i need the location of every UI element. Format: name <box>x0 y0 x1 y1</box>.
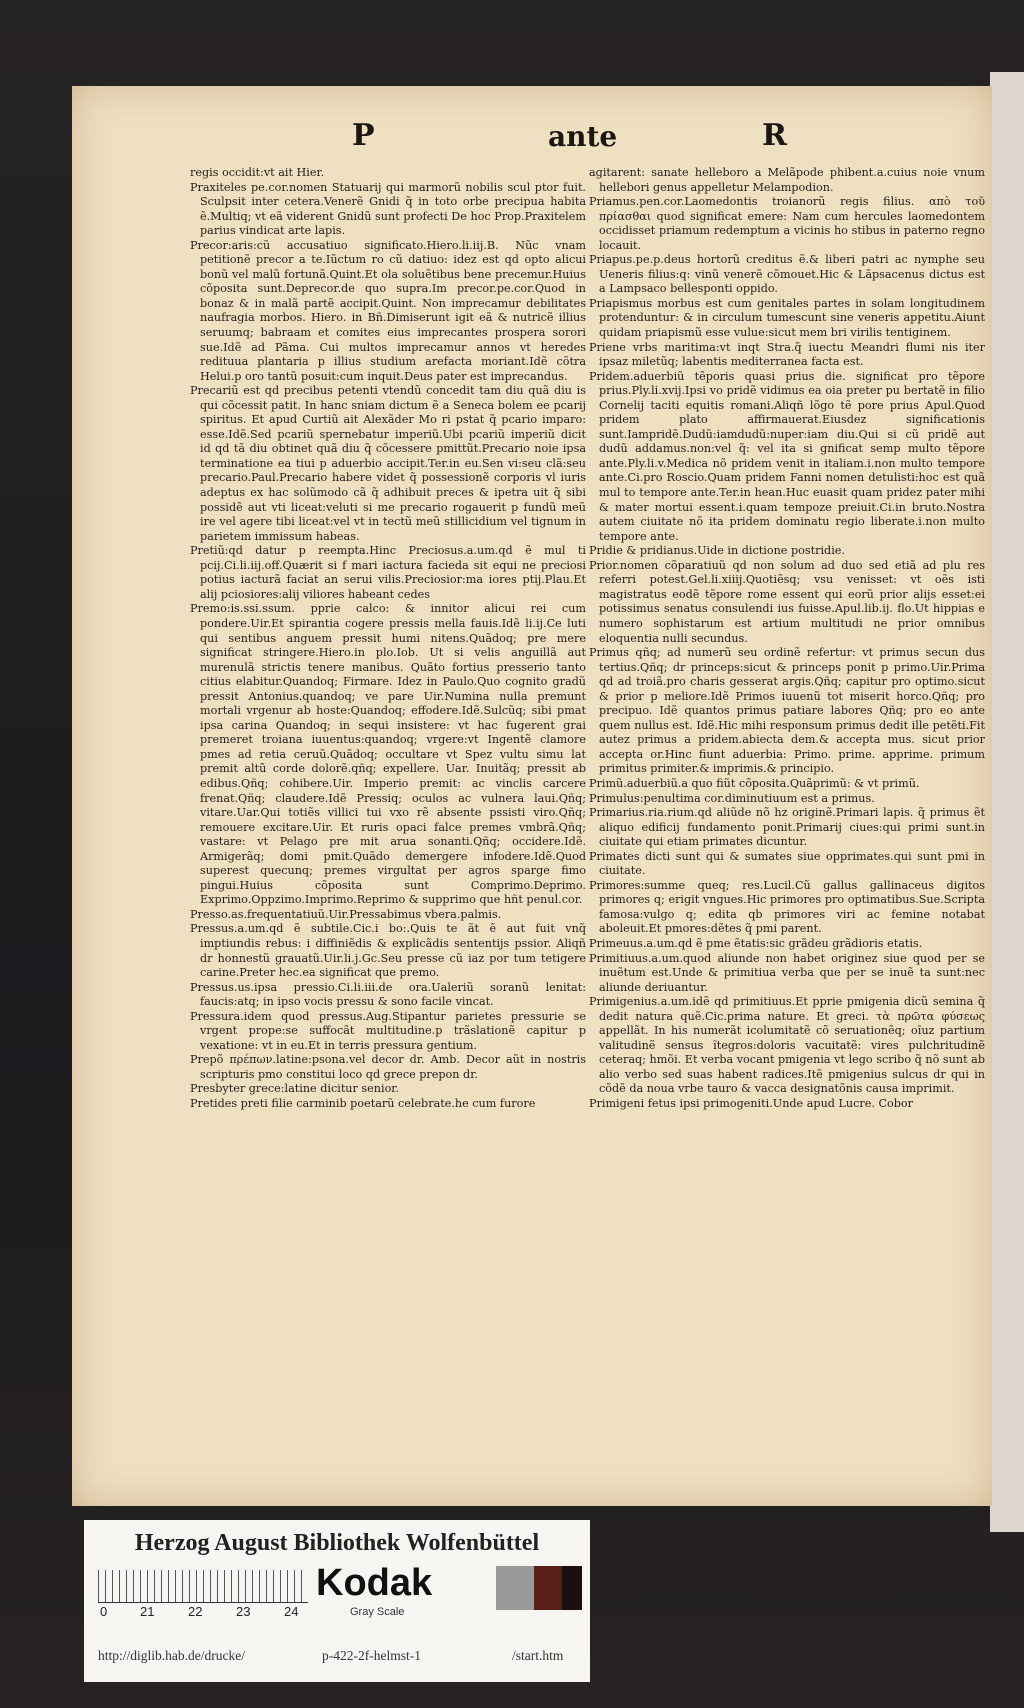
dictionary-entry: Primigeni fetus ipsi primogeniti.Unde apud Lucre. Cobor <box>589 1097 914 1110</box>
header-letter-right: R <box>762 118 787 153</box>
kodak-logo: Kodak <box>316 1562 433 1604</box>
dictionary-entry: Primigenius.a.um.idẽ qd primitiuus.Et pprie pmigenia dicũ semina q̃ dedit natura quẽ.Cic.prima nature. Et greci. τὰ πρῶτα φύσεως appellãt. In his numerãt icolumitatẽ cõ seruationẽq; oĩuz partium valitudinẽ sensus ĩtegros:doloris vacuitatẽ: vires pulchritudinẽ ceteraq; hmõi. Et verba vocant pmigenia vt lego scribo q̃ nõ sunt ab alio verbo sed suas habent radices.Itẽ pmigenius sulcus dr qui in cõdẽ da noua vrbe tauro & vacca designatõnis causa imprimit. <box>589 995 985 1096</box>
maroon-swatch <box>534 1566 562 1610</box>
dictionary-entry: Priapismus morbus est cum genitales partes in solam longitudinem protenduntur: & in circulum tumescunt sine veneris appetitu.Aiunt quidam priapismũ esse vulue:sicut mem bri virilis tentiginem. <box>589 296 985 340</box>
dictionary-entry: Primitiuus.a.um.quod aliunde non habet originez siue quod per se inuẽtum est.Unde & primitiua verba que per se inuẽ ta sunt:nec aliunde deriuantur. <box>589 951 985 994</box>
dictionary-entry: Primũ.aduerbiũ.a quo fiũt cõposita.Quãprimũ: & vt primũ. <box>589 776 920 790</box>
dictionary-entry: Pridem.aduerbiũ tẽporis quasi prius die. significat pro tẽpore prius.Ply.li.xvij.Ipsi vo pridẽ vidimus ea oia preter pu bertatẽ in filio Cornelij taciti equitis romani.Aliqñ lõgo tẽ pore prius Apul.Quod pridem plato affirmauerat.Eiusdez significationis sunt.Iampridẽ.Dudũ:iamdudũ:nuper:iam diu.Qui si cũ pridẽ aut dudũ addamus.non:vel q̃: vel ita si gnificat semp multo tẽpore ante.Ply.li.v.Medica nõ pridem venit in italiam.i.non multo tempore ante.Ci.pro Roscio.Quam pridem Fanni nomen detulisti:hoc est quã mul to tempore ante.Ter.in hean.Huc euasit quam pridez pater mihi & mater mortui essent.i.quam tempoze preiuit.Ci.in bruto.Nostra autem ciuitate nõ ita pridem dominatu regio liberate.i.non multo tempore ante. <box>589 369 985 543</box>
source-url-row <box>84 1648 590 1670</box>
dictionary-entry: Priene vrbs maritima:vt inqt Stra.q̃ iuectu Meandri flumi nis iter ipsaz miletũq; labentis mediterranea facta est. <box>589 340 985 369</box>
ruler-number: 0 <box>100 1604 108 1619</box>
ruler-number: 24 <box>284 1604 299 1619</box>
dictionary-entry: Priamus.pen.cor.Laomedontis troianorũ regis filius. απὸ τοῦ πρίασθαι quod significat emere: Nam cum hercules laomedontem occidisset priamum redemptum a vicinis ho stibus in paterno regno locauit. <box>589 195 985 252</box>
dictionary-entry: Precariũ est qd precibus petenti vtendũ concedit tam diu quã diu is qui cõcessit patit. In hanc sniam dictum ẽ a Seneca bolem ee pcarij spiritus. Et apud Curtiũ ait Alexãder Mo ri pstat q̃ pcario imparo: esse.Idẽ.Sed pcariũ spernebatur imperiũ.Ubi pcariũ imperiũ dicit id qd tã diu obtinet quã diu q̃ cõcessere pmittũt.Precario noie ipsa terminatione ea tiui p aduerbio accipit.Ter.in eu.Sen vi:seu clã:seu precario.Paul.Precario habere videt q̃ possessionẽ corporis vl iuris adeptus ex hac solũmodo cã q̃ adhibuit preces & ipetra uit q̃ sibi possidẽ aut vti liceat:veluti si me precario rogauerit p fundũ meũ ire vel agere tibi liceat:vel vt in tectũ meũ stillicidium vel tignum in parietem immissum habeas. <box>190 384 586 543</box>
dictionary-entry: Primates dicti sunt qui & sumates siue opprimates.qui sunt pmi in ciuitate. <box>589 849 985 878</box>
source-url: http://diglib.hab.de/drucke/ <box>98 1648 245 1663</box>
facing-page-edge <box>990 72 1024 1532</box>
dictionary-entry: Pretiũ:qd datur p reempta.Hinc Preciosus.a.um.qd ẽ mul ti pcij.Ci.li.iij.off.Quærit si f mari iactura facieda sit equi ne preciosi potius iacturã faciat an serui vilis.Preciosior:ma iores ptij.Plau.Et alij pciosiores:alij viliores habeant cedes <box>190 544 586 601</box>
gray-scale-label: Gray Scale <box>350 1606 405 1618</box>
ruler-number: 21 <box>140 1604 155 1619</box>
dictionary-entry: Prepõ πρέπων.latine:psona.vel decor dr. Amb. Decor aũt in nostris scripturis pmo constitui loco qd grece prepon dr. <box>190 1053 586 1081</box>
dictionary-entry: Pretides preti filie carminib poetarũ celebrate.he cum furore <box>190 1097 536 1110</box>
dictionary-entry: Pressus.us.ipsa pressio.Ci.li.iii.de ora.Ualeriũ soranũ lenitat: faucis:atq; in ipso vocis pressu & sono facile vincat. <box>190 980 586 1009</box>
ruler-number: 22 <box>188 1604 203 1619</box>
dictionary-entry: Presso.as.frequentatiuũ.Uir.Pressabimus vbera.palmis. <box>190 907 502 921</box>
dictionary-entry: agitarent: sanate helleboro a Melãpode phibent.a.cuius noie vnum hellebori genus appelletur Melampodion. <box>589 166 985 194</box>
gray-swatch <box>496 1566 534 1610</box>
library-color-card <box>84 1520 590 1682</box>
dictionary-entry: Primarius.ria.rium.qd aliũde nõ hz originẽ.Primari lapis. q̃ primus ẽt aliquo edificij fundamento ponit.Primarij ciues:qui primi sunt.in ciuitate qui etiam primates dicuntur. <box>589 806 985 849</box>
signature-id: p-422-2f-helmst-1 <box>322 1648 421 1663</box>
dictionary-entry: Priapus.pe.p.deus hortorũ creditus ẽ.& liberi patri ac nymphe seu Ueneris filius:q: vinũ venerẽ cõmouet.Hic & Lãpsacenus dictus est a Lampsaco bellesponti oppido. <box>589 253 985 296</box>
measurement-ruler <box>98 1570 308 1603</box>
dictionary-entry: regis occidit:vt ait Hier. <box>190 166 325 179</box>
ruler-numbers <box>96 1604 326 1624</box>
dictionary-entry: Primus qñq; ad numerũ seu ordinẽ refertur: vt primus secun dus tertius.Qñq; dr princeps:sicut & princeps ponit p primo.Uir.Prima qd ad troiã.pro charis gesserat argis.Qñq; capitur pro optimo.sicut & prior p meliore.Idẽ Primos iuuenũ tot miserit horco.Qñq; pro precipuo. Idẽ quantos primus patiare labores Qñq; pro eo ante quem nullus est. Idẽ.Hic mihi responsum primus dedit ille petẽti.Fit autez primus a pridem.abiecta dem.& accepta mus. sicut prior accepta or.Hinc fiunt aduerbia: Primo. prime. apprime. primum primitus primiter.& imprimis.& principio. <box>589 646 985 776</box>
ruler-number: 23 <box>236 1604 251 1619</box>
dictionary-entry: Primulus:penultima cor.diminutiuum est a primus. <box>589 791 875 805</box>
dictionary-entry: Pressus.a.um.qd ẽ subtile.Cic.i bo:.Quis te ãt ẽ aut fuit vnq̃ imptiundis rebus: i diffiniẽdis & explicãdis sententijs pssior. Aliqñ dr honnestũ grauatũ.Uir.li.j.Gc.Seu presse cũ iaz por tum tetigere carine.Preter hec.ea significat que premo. <box>190 922 586 980</box>
page-header <box>0 118 1024 162</box>
header-letter-left: P <box>352 118 375 153</box>
library-name: Herzog August Bibliothek Wolfenbüttel <box>134 1530 540 1556</box>
start-link: /start.htm <box>512 1648 564 1663</box>
dictionary-entry: Premo:is.ssi.ssum. pprie calco: & innitor alicui rei cum pondere.Uir.Et spirantia cogere pressis mella fauis.Idẽ li.ij.Ce luti qui sentibus anguem pressit humi nitens.Quãdoq; pre mere significat stringere.Hiero.in plo.Iob. Ut si velis anguillã aut murenulã strictis tenere manibus. Quãto fortius presserio tanto citius elabitur.Quandoq; Firmare. Idez in Paulo.Quo cognito gradũ pressit Antonius.quandoq; ve pare Uir.Numina nulla premunt mortali vrgenur ab hoste:Quandoq; effodere.Idẽ.Sulcũq; sibi pmat ipsa carina Quandoq; in sequi insistere: vt hac fugerent grai premeret troiana iuuentus:quandoq; vrgere:vt Ingentẽ clamore pmes ad retia ceruũ.Quãdoq; occultare vt Spez vultu simu lat premit altũ corde dolorẽ.qñq; expellere. Uar. Inuitãq; pressit ab edibus.Qñq; cohibere.Uir. Imperio premit: ac vinclis carcere frenat.Qñq; claudere.Idẽ Pressiq; oculos ac vulnera laui.Qñq; vitare.Uar.Qui totiẽs villici tui vxo rẽ absente pssisti viro.Qñq; remouere excitare.Uir. Et ruris opaci falce premes vmbrã.Qñq; vastare: vt Pelago pre mit arua sonanti.Qñq; occidere.Idẽ. Armigerãq; domi pmit.Quãdo demergere infodere.Idẽ.Quod superest quecunq; premes virgultat per agros sparge fimo pingui.Huius cõposita sunt Comprimo.Deprimo. Exprimo.Oppzimo.Imprimo.Reprimo & supprimo que hñt penul.cor. <box>190 602 586 907</box>
black-swatch <box>562 1566 582 1610</box>
right-text-column <box>589 166 985 1311</box>
dictionary-entry: Pridie & pridianus.Uide in dictione postridie. <box>589 544 845 558</box>
header-word-center: ante <box>548 120 618 153</box>
left-text-column <box>190 166 586 1311</box>
dictionary-entry: Prior.nomen cõparatiuũ qd non solum ad duo sed etiã ad plu res referri potest.Gel.li.xiiij.Quotiẽsq; vsu venisset: vt oẽs isti magistratus eodẽ tẽpore rome essent qui eorũ prior alijs esset:ei potissimus senatus consulendi ius fuisse.Apul.lib.ij. flo.Ut hippias e numero sophistarum est artium multitudi ne prior omnibus eloquentia nulli secundus. <box>589 558 985 645</box>
dictionary-entry: Precor:aris:cũ accusatiuo significato.Hiero.li.iij.B. Nũc vnam petitionẽ precor a te.Iũctum ro cũ datiuo: idez est qd opto alicui bonũ vel malũ fortunã.Quint.Et ola soluẽtibus bene precemur.Huius cõposita sunt.Deprecor.de quo supra.Im precor.pe.cor.Quod in bonaz & in malã partẽ accipit.Quint. Non imprecamur debilitates naufragia morbos. Hiero. in Bñ.Dimiserunt igit eã & nutricẽ illius seruumq; babraam et comites eius imprecantes prospera sorori sue.Idẽ ad Pãma. Cui multos imprecamur annos vt heredes redituua plantaria p illius studium arefacta moriant.Idẽ cõtra Helui.p oro tantũ posuit:cum inquit.Deus pater est imprecandus. <box>190 238 586 383</box>
dictionary-entry: Primores:summe queq; res.Lucil.Cũ gallus gallinaceus digitos primores q; erigit vngues.Hic primores pro optimatibus.Sue.Scripta famosa:vulgo q; edita qb primores viri ac femine notabat aboleuit.Et pmores:dẽtes q̃ pmi parent. <box>589 878 985 936</box>
dictionary-entry: Primeuus.a.um.qd ẽ pme ẽtatis:sic grãdeu grãdioris etatis. <box>589 936 923 950</box>
dictionary-entry: Praxiteles pe.cor.nomen Statuarij qui marmorũ nobilis scul ptor fuit. Sculpsit inter cetera.Venerẽ Gnidi q̃ in toto orbe precipua habita ẽ.Multiq; vt eã viderent Gnidũ sunt profecti De hoc Prop.Praxitelem parius vindicat arte lapis. <box>190 180 586 238</box>
dictionary-entry: Presbyter grece:latine dicitur senior. <box>190 1082 399 1096</box>
dictionary-entry: Pressura.idem quod pressus.Aug.Stipantur parietes pressurie se vrgent prope:se suffocãt multitudine.p trãslationẽ capitur p vexatione: vt in eu.Et in terris pressura gentium. <box>190 1009 586 1052</box>
